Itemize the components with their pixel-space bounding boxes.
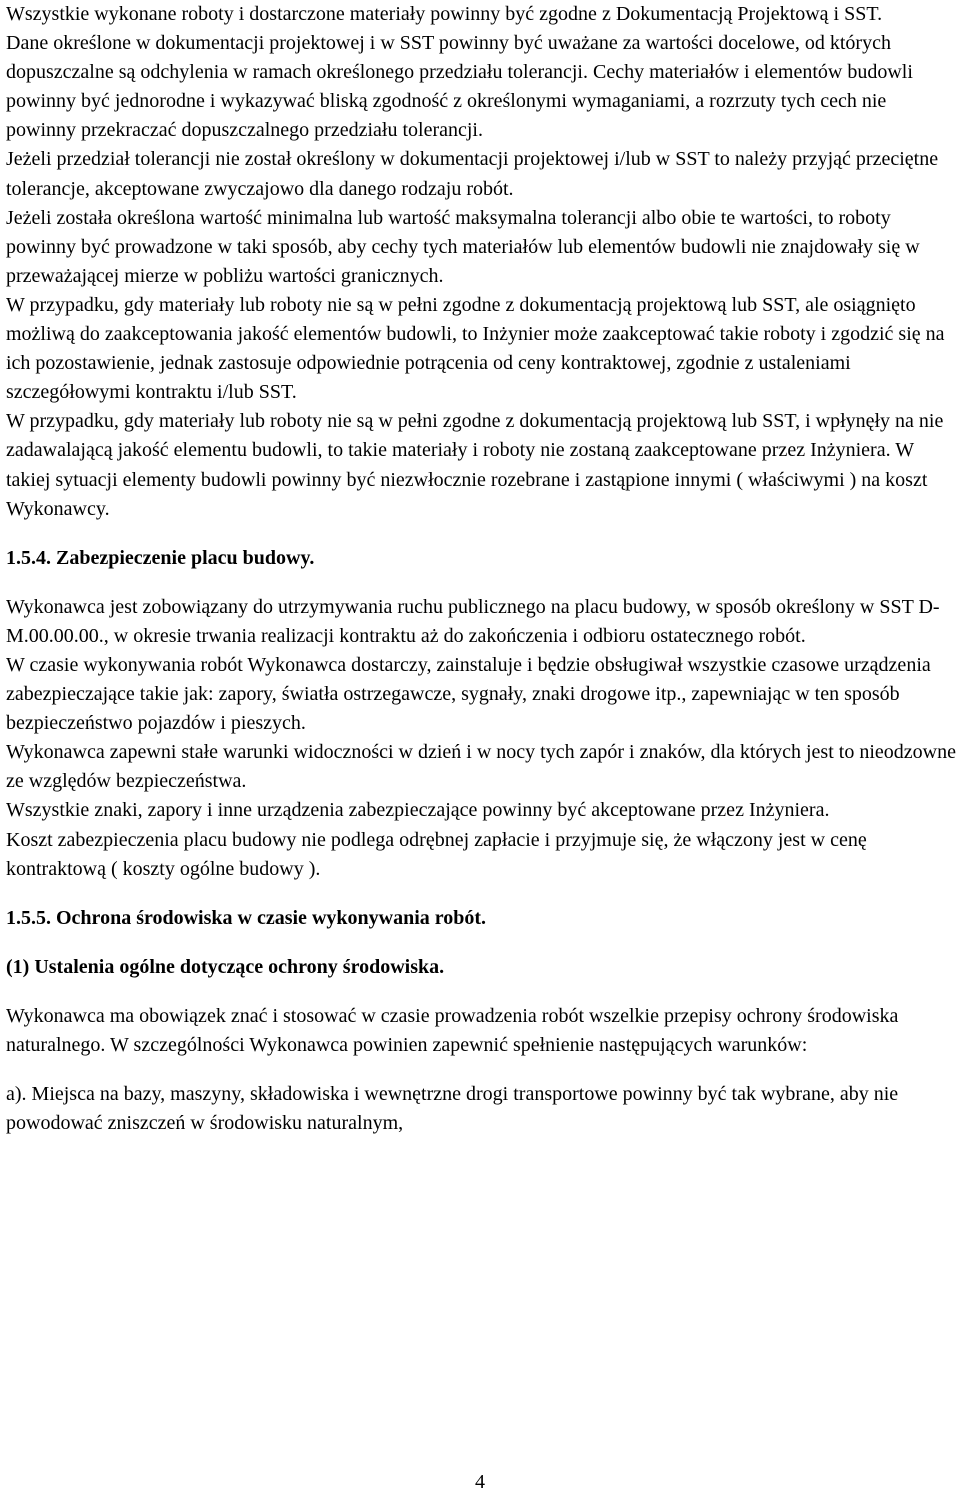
paragraph: Jeżeli przedział tolerancji nie został określony w dokumentacji projektowej i/lub w SST to należy przyjąć przeciętne tolerancje, akceptowane zwyczajowo dla danego rodzaju robót. [6,148,939,200]
paragraph: Wykonawca ma obowiązek znać i stosować w czasie prowadzenia robót wszelkie przepisy ochrony środowiska naturalnego. W szczególności Wykonawca powinien zapewnić spełnienie następujących warunków: [6,1004,899,1056]
list-item-a [6,1080,956,1138]
paragraph: Wszystkie znaki, zapory i inne urządzenia zabezpieczające powinny być akceptowane przez Inżyniera. [6,799,830,822]
paragraph: Dane określone w dokumentacji projektowej i w SST powinny być uważane za wartości docelowe, od których dopuszczalne są odchylenia w ramach określonego przedziału tolerancji. Cechy materiałów i elementów budowli powinny być jednorodne i wykazywać bliską zgodność z określonymi wymaganiami, a rozrzuty tych cech nie powinny przekraczać dopuszczalnego przedziału tolerancji. [6,32,913,142]
section-heading-1-5-5: 1.5.5. Ochrona środowiska w czasie wykonywania robót. [6,906,487,929]
paragraph: Wykonawca zapewni stałe warunki widoczności w dzień i w nocy tych zapór i znaków, dla których jest to nieodzowne ze względów bezpieczeństwa. [6,741,956,793]
tolerance-section [6,0,956,524]
page-number: 4 [475,1471,485,1493]
paragraph: W przypadku, gdy materiały lub roboty nie są w pełni zgodne z dokumentacją projektową lub SST, i wpłynęły na nie zadawalającą jakość elementu budowli, to takie materiały i roboty nie zostaną zaakceptowane przez Inżyniera. W takiej sytuacji elementy budowli powinny być niezwłocznie rozebrane i zastąpione innymi ( właściwymi ) na koszt Wykonawcy. [6,410,944,520]
document-page [6,0,956,1138]
paragraph: Koszt zabezpieczenia placu budowy nie podlega odrębnej zapłacie i przyjmuje się, że włączony jest w cenę kontraktową ( koszty ogólne budowy ). [6,828,867,880]
list-item-text: a). Miejsca na bazy, maszyny, składowiska i wewnętrzne drogi transportowe powinny być tak wybrane, aby nie powodować zniszczeń w środowisku naturalnym, [6,1083,899,1135]
paragraph: Wykonawca jest zobowiązany do utrzymywania ruchu publicznego na placu budowy, w sposób określony w SST D-M.00.00.00., w okresie trwania realizacji kontraktu aż do zakończenia i odbioru ostatecznego robót. [6,595,940,647]
environment-section [6,1002,956,1060]
paragraph: Jeżeli została określona wartość minimalna lub wartość maksymalna tolerancji albo obie te wartości, to roboty powinny być prowadzone w taki sposób, aby cechy tych materiałów lub elementów budowli nie znajdowały się w przeważającej mierze w pobliżu wartości granicznych. [6,206,920,287]
paragraph: W czasie wykonywania robót Wykonawca dostarczy, zainstaluje i będzie obsługiwał wszystkie czasowe urządzenia zabezpieczające takie jak: zapory, światła ostrzegawcze, sygnały, znaki drogowe itp., zapewniając w ten sposób bezpieczeństwo pojazdów i pieszych. [6,653,931,735]
paragraph: W przypadku, gdy materiały lub roboty nie są w pełni zgodne z dokumentacją projektową lub SST, ale osiągnięto możliwą do zaakceptowania jakość elementów budowli, to Inżynier może zaakceptować takie roboty i zgodzić się na ich pozostawienie, jednak zastosuje odpowiednie potrącenia od ceny kontraktowej, zgodnie z ustaleniami szczegółowymi kontraktu i/lub SST. [6,293,945,404]
section-heading-1-5-4: 1.5.4. Zabezpieczenie placu budowy. [6,546,315,569]
subsection-heading-1: (1) Ustalenia ogólne dotyczące ochrony środowiska. [6,955,445,978]
paragraph: Wszystkie wykonane roboty i dostarczone materiały powinny być zgodne z Dokumentacją Projektową i SST. [6,3,883,25]
site-safety-section [6,593,956,884]
